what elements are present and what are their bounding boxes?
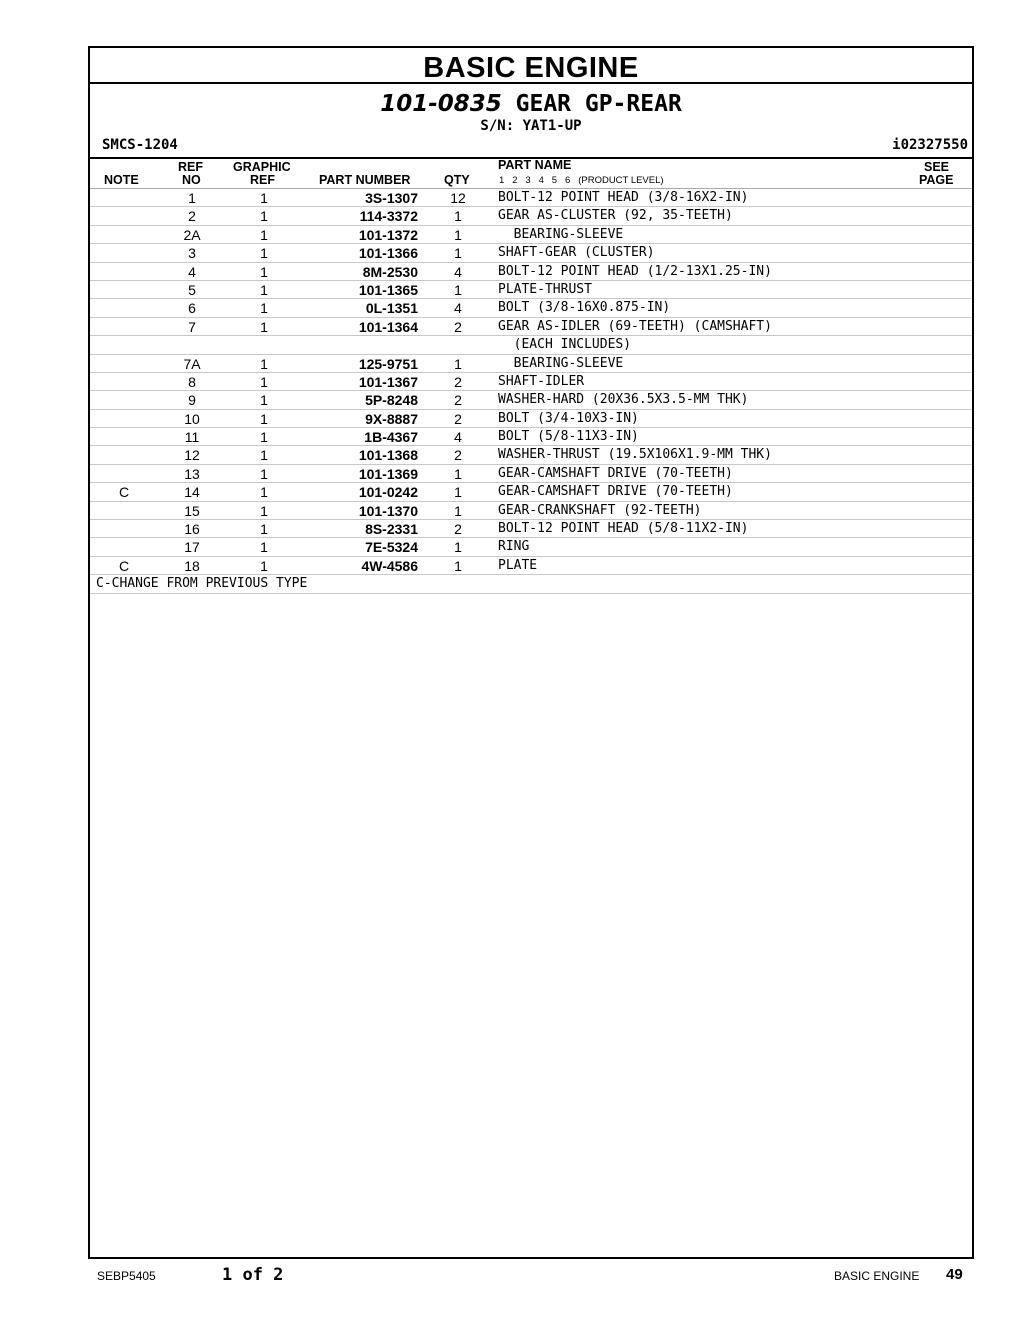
ref-no-cell: 14 — [184, 484, 200, 501]
col-ref-top: REF — [178, 160, 203, 174]
graphic-ref-cell: 1 — [260, 190, 268, 206]
graphic-ref-cell: 1 — [260, 539, 268, 556]
graphic-ref-cell: 1 — [260, 410, 268, 427]
table-row — [90, 391, 972, 409]
part-name-cell: BOLT (3/8-16X0.875-IN) — [498, 300, 671, 316]
part-name-cell: GEAR-CRANKSHAFT (92-TEETH) — [498, 502, 702, 518]
qty-cell: 4 — [454, 300, 462, 317]
part-number-cell: 101-0242 — [358, 484, 418, 501]
column-header — [90, 159, 972, 189]
ref-no-cell: 16 — [184, 521, 200, 538]
part-name-cell: BOLT-12 POINT HEAD (1/2-13X1.25-IN) — [498, 263, 772, 279]
part-name-cell: BOLT (3/4-10X3-IN) — [498, 410, 639, 426]
part-number-cell: 9X-8887 — [365, 410, 418, 427]
graphic-ref-cell: 1 — [260, 318, 268, 335]
part-name-cell: BOLT-12 POINT HEAD (3/8-16X2-IN) — [498, 190, 749, 205]
ref-no-cell: 11 — [184, 429, 200, 446]
doc-id: SEBP5405 — [97, 1269, 156, 1283]
group-number: 101-0835 — [380, 91, 502, 117]
graphic-ref-cell: 1 — [260, 521, 268, 538]
part-name-cell: PLATE-THRUST — [498, 281, 592, 297]
qty-cell: 1 — [454, 502, 462, 519]
part-number-cell: 0L-1351 — [365, 300, 418, 317]
ref-no-cell: 12 — [184, 447, 200, 464]
col-graphic-top: GRAPHIC — [233, 160, 291, 174]
serial-number: S/N: YAT1-UP — [480, 118, 582, 134]
table-row — [90, 336, 972, 354]
table-row — [90, 502, 972, 520]
table-row — [90, 355, 972, 373]
table-row — [90, 538, 972, 556]
ref-no-cell: 6 — [188, 300, 196, 317]
ref-no-cell: 7A — [183, 355, 201, 372]
ref-no-cell: 9 — [188, 392, 196, 409]
part-number-cell: 101-1365 — [358, 281, 418, 298]
graphic-ref-cell: 1 — [260, 392, 268, 409]
part-number-cell: 101-1364 — [358, 318, 418, 335]
col-product-level: 1 2 3 4 5 6 (PRODUCT LEVEL) — [499, 175, 664, 186]
part-number-cell: 4W-4586 — [361, 557, 418, 574]
col-part-name: PART NAME — [498, 158, 572, 172]
part-number-cell: 101-1366 — [358, 245, 418, 262]
graphic-ref-cell: 1 — [260, 484, 268, 501]
graphic-ref-cell: 1 — [260, 226, 268, 243]
part-name-cell: SHAFT-IDLER — [498, 373, 585, 389]
graphic-ref-cell: 1 — [260, 300, 268, 317]
graphic-ref-cell: 1 — [260, 281, 268, 298]
table-row — [90, 318, 972, 336]
graphic-ref-cell: 1 — [260, 447, 268, 464]
ref-no-cell: 2 — [188, 208, 196, 225]
part-name-cell: BOLT-12 POINT HEAD (5/8-11X2-IN) — [498, 521, 749, 537]
part-name-cell: BOLT (5/8-11X3-IN) — [498, 429, 639, 445]
col-ref-bottom: NO — [182, 173, 201, 187]
qty-cell: 2 — [454, 318, 462, 335]
parts-page-frame — [88, 46, 974, 1259]
qty-cell: 1 — [454, 557, 462, 574]
qty-cell: 2 — [454, 447, 462, 464]
part-number-cell: 3S-1307 — [365, 190, 418, 206]
illustration-id: i02327550 — [892, 137, 968, 153]
ref-no-cell: 18 — [184, 557, 200, 574]
table-row — [90, 446, 972, 464]
ref-no-cell: 17 — [184, 539, 200, 556]
part-name-cell: (EACH INCLUDES) — [498, 337, 632, 353]
ref-no-cell: 4 — [188, 263, 196, 280]
table-row — [90, 557, 972, 575]
qty-cell: 1 — [454, 539, 462, 556]
qty-cell: 1 — [454, 465, 462, 482]
ref-no-cell: 15 — [184, 502, 200, 519]
part-number-cell: 114-3372 — [359, 208, 418, 225]
table-row — [90, 520, 972, 538]
qty-cell: 1 — [454, 281, 462, 298]
part-number-cell: 7E-5324 — [365, 539, 418, 556]
ref-no-cell: 5 — [188, 281, 196, 298]
smcs-code: SMCS-1204 — [102, 137, 178, 153]
qty-cell: 2 — [454, 521, 462, 538]
qty-cell: 2 — [454, 373, 462, 390]
page-of: 1 of 2 — [222, 1265, 284, 1285]
part-name-cell: SHAFT-GEAR (CLUSTER) — [498, 245, 655, 261]
part-number-cell: 101-1367 — [358, 373, 418, 390]
qty-cell: 2 — [454, 410, 462, 427]
table-row — [90, 263, 972, 281]
graphic-ref-cell: 1 — [260, 208, 268, 225]
part-name-cell: GEAR-CAMSHAFT DRIVE (70-TEETH) — [498, 465, 733, 481]
table-row — [90, 483, 972, 501]
part-name-cell: WASHER-THRUST (19.5X106X1.9-MM THK) — [498, 447, 772, 463]
qty-cell: 4 — [454, 263, 462, 280]
table-row — [90, 373, 972, 391]
part-number-cell: 1B-4367 — [364, 429, 418, 446]
part-number-cell: 101-1372 — [358, 226, 418, 243]
graphic-ref-cell: 1 — [260, 465, 268, 482]
qty-cell: 2 — [454, 392, 462, 409]
group-name: GEAR GP-REAR — [515, 91, 682, 117]
ref-no-cell: 10 — [184, 410, 200, 427]
part-number-cell: 101-1370 — [358, 502, 418, 519]
part-name-cell: GEAR-CAMSHAFT DRIVE (70-TEETH) — [498, 484, 733, 500]
ref-no-cell: 13 — [184, 465, 200, 482]
graphic-ref-cell: 1 — [260, 373, 268, 390]
section-title: BASIC ENGINE — [90, 48, 972, 84]
ref-no-cell: 3 — [188, 245, 196, 262]
group-heading — [90, 90, 972, 118]
col-part-number: PART NUMBER — [319, 173, 411, 187]
part-name-cell: WASHER-HARD (20X36.5X3.5-MM THK) — [498, 392, 749, 408]
graphic-ref-cell: 1 — [260, 355, 268, 372]
table-row — [90, 465, 972, 483]
qty-cell: 1 — [454, 484, 462, 501]
ref-no-cell: 2A — [183, 226, 201, 243]
table-row — [90, 244, 972, 262]
page-number: 49 — [946, 1266, 963, 1283]
table-row — [90, 428, 972, 446]
graphic-ref-cell: 1 — [260, 263, 268, 280]
part-number-cell: 5P-8248 — [365, 392, 418, 409]
part-name-cell: GEAR AS-IDLER (69-TEETH) (CAMSHAFT) — [498, 318, 772, 334]
ref-no-cell: 7 — [188, 318, 196, 335]
qty-cell: 1 — [454, 208, 462, 225]
smcs-row — [90, 137, 972, 159]
table-row — [90, 410, 972, 428]
part-name-cell: GEAR AS-CLUSTER (92, 35-TEETH) — [498, 208, 733, 224]
qty-cell: 12 — [450, 190, 466, 206]
part-name-cell: BEARING-SLEEVE — [498, 226, 624, 242]
col-see-top: SEE — [924, 160, 950, 174]
table-row — [90, 226, 972, 244]
part-name-cell: RING — [498, 539, 530, 555]
qty-cell: 4 — [454, 429, 462, 446]
col-see-bottom: PAGE — [919, 173, 954, 187]
table-row — [90, 281, 972, 299]
graphic-ref-cell: 1 — [260, 429, 268, 446]
ref-no-cell: 1 — [188, 190, 196, 206]
part-name-cell: PLATE — [498, 557, 538, 573]
parts-list — [90, 189, 972, 575]
part-number-cell: 101-1368 — [358, 447, 418, 464]
qty-cell: 1 — [454, 245, 462, 262]
graphic-ref-cell: 1 — [260, 502, 268, 519]
part-number-cell: 101-1369 — [358, 465, 418, 482]
part-name-cell: BEARING-SLEEVE — [498, 355, 624, 371]
ref-no-cell: 8 — [188, 373, 196, 390]
table-row — [90, 189, 972, 207]
footer-section: BASIC ENGINE — [834, 1269, 920, 1283]
col-graphic-bottom: REF — [250, 173, 275, 187]
table-row — [90, 207, 972, 225]
footnote: C-CHANGE FROM PREVIOUS TYPE — [96, 576, 308, 592]
part-number-cell: 8S-2331 — [365, 521, 418, 538]
table-row — [90, 299, 972, 317]
col-qty: QTY — [444, 173, 470, 187]
qty-cell: 1 — [454, 226, 462, 243]
note-cell: C — [118, 557, 130, 574]
graphic-ref-cell: 1 — [260, 245, 268, 262]
footnote-row — [90, 575, 972, 593]
col-note: NOTE — [104, 173, 139, 187]
note-cell: C — [118, 484, 130, 501]
part-number-cell: 125-9751 — [358, 355, 418, 372]
qty-cell: 1 — [454, 355, 462, 372]
part-number-cell: 8M-2530 — [362, 263, 418, 280]
graphic-ref-cell: 1 — [260, 557, 268, 574]
